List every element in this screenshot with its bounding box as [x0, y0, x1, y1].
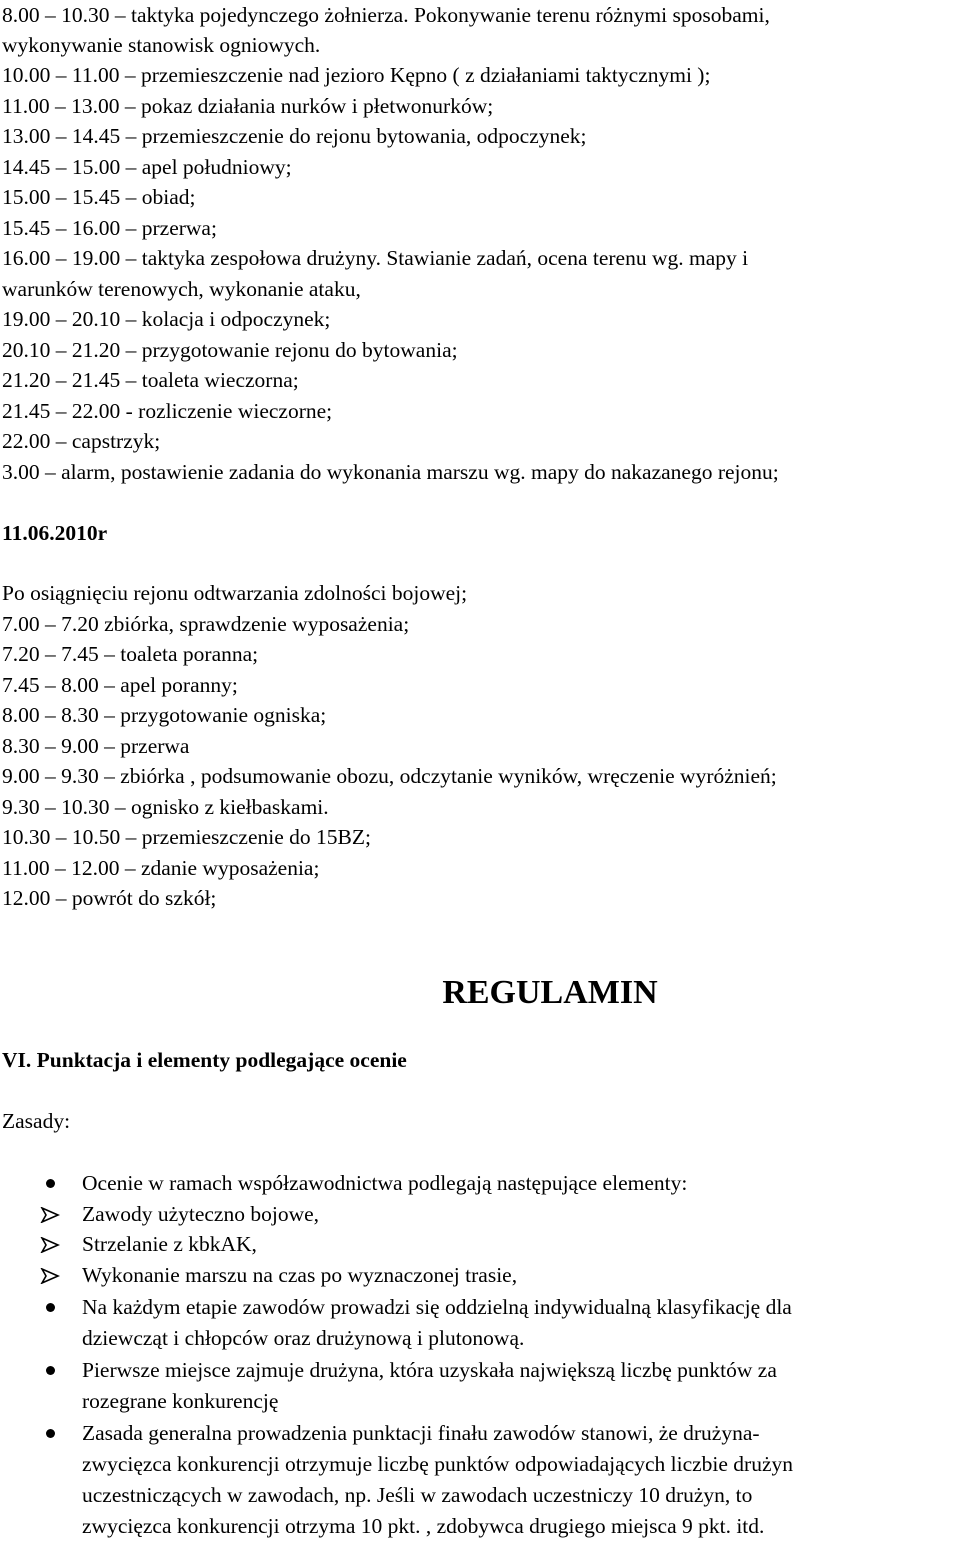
schedule-line: 9.30 – 10.30 – ognisko z kiełbaskami.: [2, 795, 329, 819]
list-item: Pierwsze miejsce zajmuje drużyna, która uzyskała największą liczbę punktów za: [82, 1358, 777, 1382]
date-heading: 11.06.2010r: [2, 521, 108, 545]
list-item: Strzelanie z kbkAK,: [82, 1232, 257, 1256]
schedule-line: 11.00 – 13.00 – pokaz działania nurków i płetwonurków;: [2, 94, 494, 118]
bullet-dot-icon: [40, 1355, 60, 1386]
schedule-line: 7.45 – 8.00 – apel poranny;: [2, 673, 238, 697]
arrow-bullet-icon: [40, 1229, 60, 1260]
schedule-line: 22.00 – capstrzyk;: [2, 429, 161, 453]
schedule-line: 8.00 – 8.30 – przygotowanie ogniska;: [2, 703, 327, 727]
arrow-bullet-icon: [40, 1199, 60, 1230]
section-heading: VI. Punktacja i elementy podlegające ocenie: [2, 1048, 407, 1072]
schedule-line: warunków terenowych, wykonanie ataku,: [2, 277, 361, 301]
schedule-line: 8.00 – 10.30 – taktyka pojedynczego żołnierza. Pokonywanie terenu różnymi sposobami,: [2, 3, 770, 27]
list-item: Wykonanie marszu na czas po wyznaczonej trasie,: [82, 1263, 518, 1287]
schedule-line: 11.00 – 12.00 – zdanie wyposażenia;: [2, 856, 320, 880]
list-item-continuation: dziewcząt i chłopców oraz drużynową i plutonową.: [82, 1326, 525, 1350]
schedule-line: 15.45 – 16.00 – przerwa;: [2, 216, 217, 240]
list-item: Na każdym etapie zawodów prowadzi się oddzielną indywidualną klasyfikację dla: [82, 1295, 792, 1319]
schedule-line: 7.00 – 7.20 zbiórka, sprawdzenie wyposażenia;: [2, 612, 410, 636]
list-item: Zasada generalna prowadzenia punktacji finału zawodów stanowi, że drużyna-: [82, 1421, 760, 1445]
schedule-line: 21.20 – 21.45 – toaleta wieczorna;: [2, 368, 299, 392]
list-item-continuation: zwycięzca konkurencji otrzyma 10 pkt. , zdobywca drugiego miejsca 9 pkt. itd.: [82, 1514, 765, 1538]
bullet-dot-icon: [40, 1168, 60, 1199]
list-item-continuation: rozegrane konkurencję: [82, 1389, 279, 1413]
schedule-line: 20.10 – 21.20 – przygotowanie rejonu do bytowania;: [2, 338, 458, 362]
schedule-line: 21.45 – 22.00 - rozliczenie wieczorne;: [2, 399, 333, 423]
list-item: Zawody użyteczno bojowe,: [82, 1202, 320, 1226]
schedule-line: 16.00 – 19.00 – taktyka zespołowa drużyny. Stawianie zadań, ocena terenu wg. mapy i: [2, 246, 749, 270]
schedule-line: Po osiągnięciu rejonu odtwarzania zdolności bojowej;: [2, 581, 468, 605]
regulamin-title: REGULAMIN: [442, 974, 658, 1011]
schedule-line: 3.00 – alarm, postawienie zadania do wykonania marszu wg. mapy do nakazanego rejonu;: [2, 460, 779, 484]
schedule-line: 14.45 – 15.00 – apel południowy;: [2, 155, 292, 179]
schedule-line: 7.20 – 7.45 – toaleta poranna;: [2, 642, 259, 666]
schedule-line: 12.00 – powrót do szkół;: [2, 886, 217, 910]
schedule-line: 10.30 – 10.50 – przemieszczenie do 15BZ;: [2, 825, 371, 849]
bullet-dot-icon: [40, 1418, 60, 1449]
arrow-bullet-icon: [40, 1260, 60, 1291]
schedule-line: 9.00 – 9.30 – zbiórka , podsumowanie obozu, odczytanie wyników, wręczenie wyróżnień;: [2, 764, 777, 788]
list-item-continuation: zwycięzca konkurencji otrzymuje liczbę punktów odpowiadających liczbie drużyn: [82, 1452, 794, 1476]
schedule-line: 15.00 – 15.45 – obiad;: [2, 185, 196, 209]
bullet-dot-icon: [40, 1292, 60, 1323]
rules-heading: Zasady:: [2, 1109, 71, 1133]
schedule-line: wykonywanie stanowisk ogniowych.: [2, 33, 321, 57]
list-item: Ocenie w ramach współzawodnictwa podlegają następujące elementy:: [82, 1171, 688, 1195]
schedule-line: 19.00 – 20.10 – kolacja i odpoczynek;: [2, 307, 331, 331]
schedule-line: 8.30 – 9.00 – przerwa: [2, 734, 190, 758]
list-item-continuation: uczestniczących w zawodach, np. Jeśli w zawodach uczestniczy 10 drużyn, to: [82, 1483, 753, 1507]
schedule-line: 13.00 – 14.45 – przemieszczenie do rejonu bytowania, odpoczynek;: [2, 124, 587, 148]
schedule-line: 10.00 – 11.00 – przemieszczenie nad jezioro Kępno ( z działaniami taktycznymi );: [2, 63, 711, 87]
